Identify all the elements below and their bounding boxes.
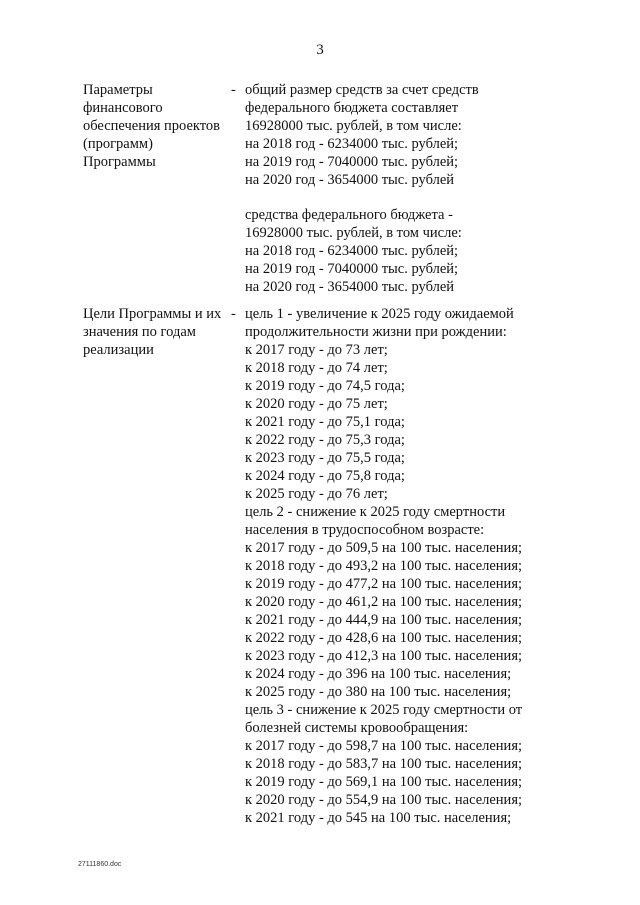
financing-line: федерального бюджета составляет	[245, 100, 459, 116]
goal-line: к 2017 году - до 598,7 на 100 тыс. населения;	[245, 738, 523, 754]
file-name: 27111860.doc	[78, 861, 122, 868]
goal-line: к 2023 году - до 412,3 на 100 тыс. населения;	[245, 648, 523, 664]
financing-label-line: обеспечения проектов	[83, 118, 221, 134]
paragraph-gap	[245, 189, 625, 206]
goal-line: болезней системы кровообращения:	[245, 720, 469, 736]
goal-line: цель 3 - снижение к 2025 году смертности от	[245, 702, 523, 718]
financing-label-line: Программы	[83, 154, 156, 170]
goals-text	[245, 305, 625, 827]
goal-line: цель 1 - увеличение к 2025 году ожидаемой	[245, 306, 514, 322]
financing-line: на 2018 год - 6234000 тыс. рублей;	[245, 243, 459, 259]
goal-line: к 2022 году - до 428,6 на 100 тыс. населения;	[245, 630, 523, 646]
goal-line: к 2020 году - до 75 лет;	[245, 396, 388, 412]
goal-line: продолжительности жизни при рождении:	[245, 324, 507, 340]
goal-line: к 2018 году - до 74 лет;	[245, 360, 388, 376]
goal-line: населения в трудоспособном возрасте:	[245, 522, 485, 538]
goal-line: к 2017 году - до 509,5 на 100 тыс. населения;	[245, 540, 523, 556]
financing-line: 16928000 тыс. рублей, в том числе:	[245, 225, 462, 241]
page-number: 3	[316, 42, 324, 58]
financing-label-line: Параметры	[83, 82, 153, 98]
goal-line: к 2021 году - до 545 на 100 тыс. населения;	[245, 810, 512, 826]
goal-line: к 2025 году - до 76 лет;	[245, 486, 388, 502]
financing-text	[245, 81, 625, 296]
financing-label	[83, 81, 228, 171]
financing-line: на 2020 год - 3654000 тыс. рублей	[245, 172, 455, 188]
goals-label-line: Цели Программы и их	[83, 306, 222, 322]
financing-line: на 2019 год - 7040000 тыс. рублей;	[245, 261, 459, 277]
financing-label-line: (программ)	[83, 136, 153, 152]
financing-line: на 2018 год - 6234000 тыс. рублей;	[245, 136, 459, 152]
financing-line: на 2020 год - 3654000 тыс. рублей	[245, 279, 455, 295]
goal-line: к 2021 году - до 444,9 на 100 тыс. населения;	[245, 612, 523, 628]
financing-dash: -	[231, 82, 236, 98]
goal-line: к 2024 году - до 75,8 года;	[245, 468, 405, 484]
goal-line: к 2018 году - до 493,2 на 100 тыс. населения;	[245, 558, 523, 574]
financing-line: 16928000 тыс. рублей, в том числе:	[245, 118, 462, 134]
goals-label-line: значения по годам	[83, 324, 196, 340]
goal-line: к 2020 году - до 554,9 на 100 тыс. населения;	[245, 792, 523, 808]
goals-label	[83, 305, 228, 359]
financing-line: средства федерального бюджета -	[245, 207, 453, 223]
goal-line: к 2017 году - до 73 лет;	[245, 342, 388, 358]
goal-line: к 2018 году - до 583,7 на 100 тыс. населения;	[245, 756, 523, 772]
goal-line: к 2022 году - до 75,3 года;	[245, 432, 405, 448]
goal-line: к 2023 году - до 75,5 года;	[245, 450, 405, 466]
goal-line: к 2019 году - до 569,1 на 100 тыс. населения;	[245, 774, 523, 790]
goal-line: цель 2 - снижение к 2025 году смертности	[245, 504, 506, 520]
goals-dash: -	[231, 306, 236, 322]
goal-line: к 2021 году - до 75,1 года;	[245, 414, 405, 430]
goal-line: к 2024 году - до 396 на 100 тыс. населения;	[245, 666, 512, 682]
goals-label-line: реализации	[83, 342, 154, 358]
goal-line: к 2025 году - до 380 на 100 тыс. населения;	[245, 684, 512, 700]
financing-line: общий размер средств за счет средств	[245, 82, 479, 98]
financing-line: на 2019 год - 7040000 тыс. рублей;	[245, 154, 459, 170]
goal-line: к 2020 году - до 461,2 на 100 тыс. населения;	[245, 594, 523, 610]
financing-label-line: финансового	[83, 100, 163, 116]
goal-line: к 2019 году - до 74,5 года;	[245, 378, 405, 394]
goal-line: к 2019 году - до 477,2 на 100 тыс. населения;	[245, 576, 523, 592]
